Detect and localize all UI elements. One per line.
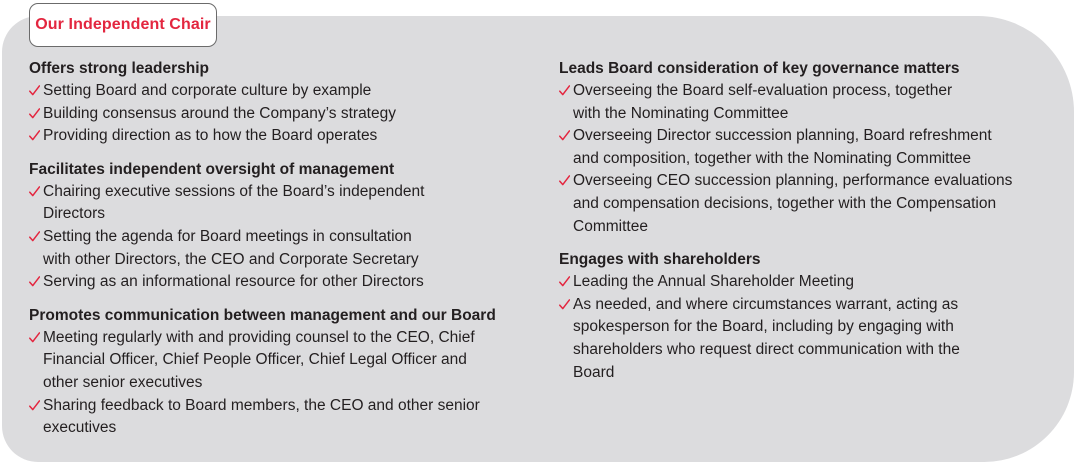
list-item-text: Financial Officer, Chief People Officer, Chief Legal Officer and — [43, 351, 467, 369]
responsibility-list — [29, 181, 549, 294]
list-item-text: Meeting regularly with and providing counsel to the CEO, Chief — [43, 328, 475, 346]
checkmark-icon — [559, 130, 570, 141]
checkmark-icon — [559, 299, 570, 310]
checkmark-icon — [559, 85, 570, 96]
section-heading: Engages with shareholders — [559, 251, 761, 269]
responsibility-list — [29, 80, 549, 148]
responsibility-section — [29, 305, 549, 440]
list-item — [559, 170, 1059, 238]
list-item-text: and compensation decisions, together with the Compensation — [573, 194, 997, 212]
responsibility-section — [29, 159, 549, 294]
list-item-text: Serving as an informational resource for other Directors — [43, 273, 424, 291]
checkmark-icon — [29, 231, 40, 242]
list-item — [29, 395, 549, 440]
list-item-text: Sharing feedback to Board members, the CEO and other senior — [43, 396, 480, 414]
section-heading: Offers strong leadership — [29, 60, 210, 77]
list-item-text: Chairing executive sessions of the Board’s independent — [43, 182, 425, 200]
list-item-text: Committee — [573, 217, 648, 235]
responsibility-section — [559, 58, 1059, 238]
left-column — [29, 58, 549, 440]
list-item-text: Setting the agenda for Board meetings in consultation — [43, 227, 412, 245]
list-item — [559, 80, 1059, 125]
list-item-text: As needed, and where circumstances warrant, acting as — [573, 295, 959, 313]
list-item-text: and composition, together with the Nominating Committee — [573, 149, 972, 167]
checkmark-icon — [559, 276, 570, 287]
list-item — [559, 125, 1059, 170]
list-item-text: Overseeing Director succession planning, Board refreshment — [573, 127, 992, 145]
checkmark-icon — [29, 332, 40, 343]
checkmark-icon — [29, 130, 40, 141]
checkmark-icon — [29, 186, 40, 197]
section-tag-label: Our Independent Chair — [35, 16, 211, 33]
list-item-text: spokesperson for the Board, including by engaging with — [573, 318, 954, 336]
responsibility-list — [559, 271, 1059, 384]
section-tag — [29, 3, 217, 47]
list-item-text: shareholders who request direct communication with the — [573, 340, 960, 358]
responsibility-list — [559, 80, 1059, 238]
section-heading: Leads Board consideration of key governance matters — [559, 60, 960, 77]
list-item-text: Providing direction as to how the Board operates — [43, 127, 378, 145]
list-item-text: Leading the Annual Shareholder Meeting — [573, 273, 854, 291]
responsibility-section — [559, 249, 1059, 384]
responsibility-list — [29, 327, 549, 440]
list-item-text: with the Nominating Committee — [573, 104, 789, 122]
checkmark-icon — [29, 400, 40, 411]
list-item — [29, 327, 549, 395]
list-item-text: executives — [43, 419, 117, 437]
list-item-text: Board — [573, 363, 615, 381]
section-heading: Facilitates independent oversight of management — [29, 160, 395, 178]
list-item-text: Directors — [43, 205, 106, 223]
list-item-text: Overseeing CEO succession planning, performance evaluations — [573, 172, 1013, 190]
checkmark-icon — [29, 85, 40, 96]
checkmark-icon — [29, 276, 40, 287]
list-item — [29, 103, 549, 126]
checkmark-icon — [559, 175, 570, 186]
list-item — [29, 226, 549, 271]
responsibility-section — [29, 58, 549, 148]
right-column — [559, 58, 1059, 384]
list-item — [29, 181, 549, 226]
section-heading: Promotes communication between management and our Board — [29, 306, 496, 324]
list-item — [29, 125, 549, 148]
list-item — [559, 294, 1059, 384]
list-item-text: Building consensus around the Company’s strategy — [43, 104, 396, 122]
list-item — [29, 271, 549, 294]
checkmark-icon — [29, 108, 40, 119]
list-item-text: other senior executives — [43, 373, 203, 391]
list-item-text: Setting Board and corporate culture by example — [43, 82, 372, 99]
list-item-text: with other Directors, the CEO and Corporate Secretary — [43, 250, 419, 268]
list-item — [559, 271, 1059, 294]
list-item-text: Overseeing the Board self-evaluation process, together — [573, 82, 953, 99]
list-item — [29, 80, 549, 103]
